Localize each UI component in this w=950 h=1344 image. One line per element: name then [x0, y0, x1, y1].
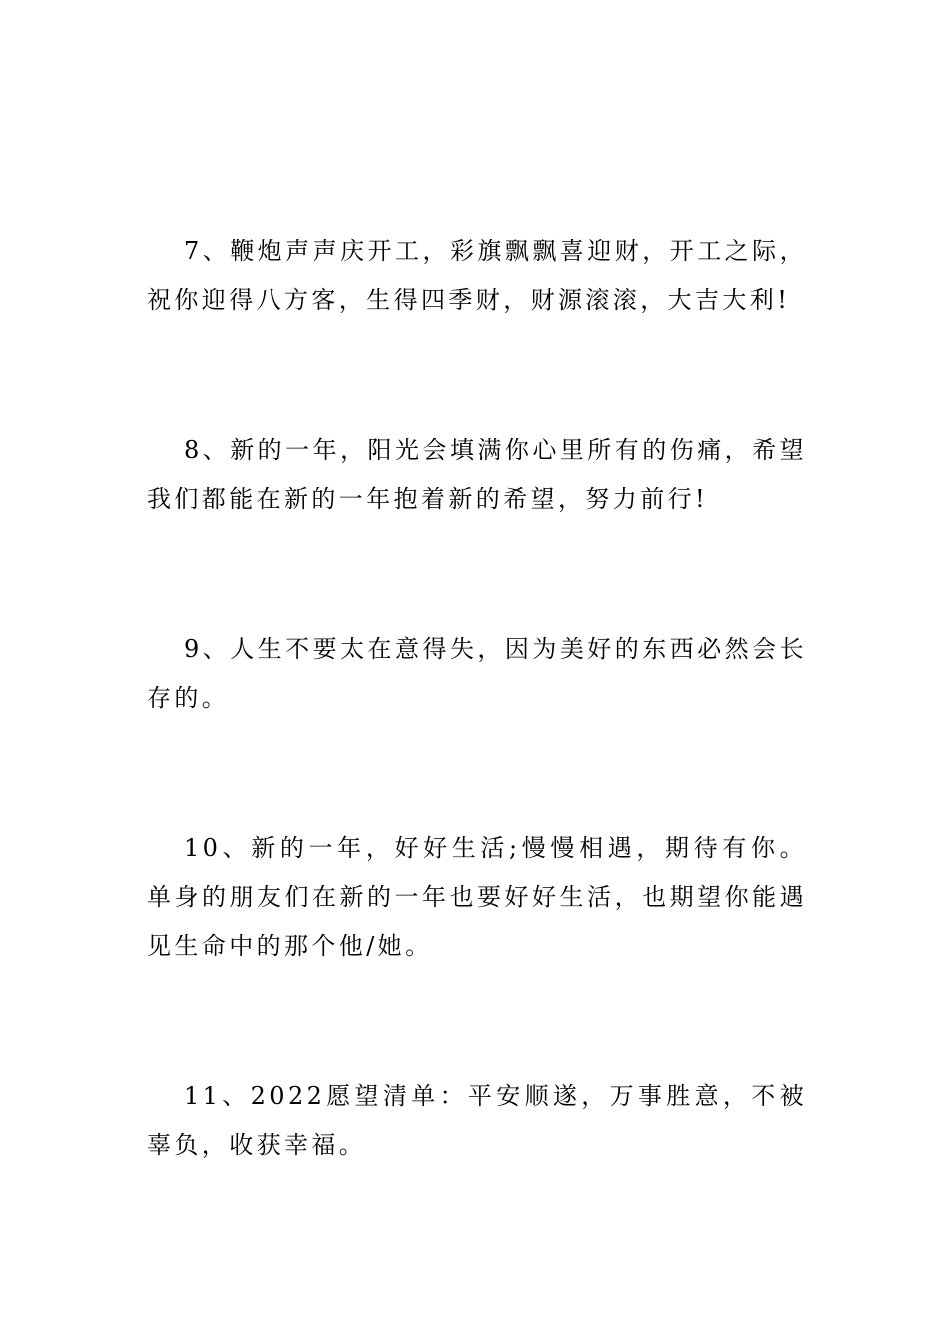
paragraph-8: 8、新的一年，阳光会填满你心里所有的伤痛，希望我们都能在新的一年抱着新的希望，努力前行! [147, 436, 807, 513]
paragraph-9: 9、人生不要太在意得失，因为美好的东西必然会长存的。 [147, 635, 807, 712]
paragraph-10: 10、新的一年，好好生活;慢慢相遇，期待有你。单身的朋友们在新的一年也要好好生活，也期望你能遇见生命中的那个他/她。 [147, 834, 807, 960]
paragraph-11: 11、2022愿望清单：平安顺遂，万事胜意，不被辜负，收获幸福。 [147, 1082, 807, 1159]
paragraph-7: 7、鞭炮声声庆开工，彩旗飘飘喜迎财，开工之际，祝你迎得八方客，生得四季财，财源滚滚，大吉大利! [147, 237, 807, 314]
